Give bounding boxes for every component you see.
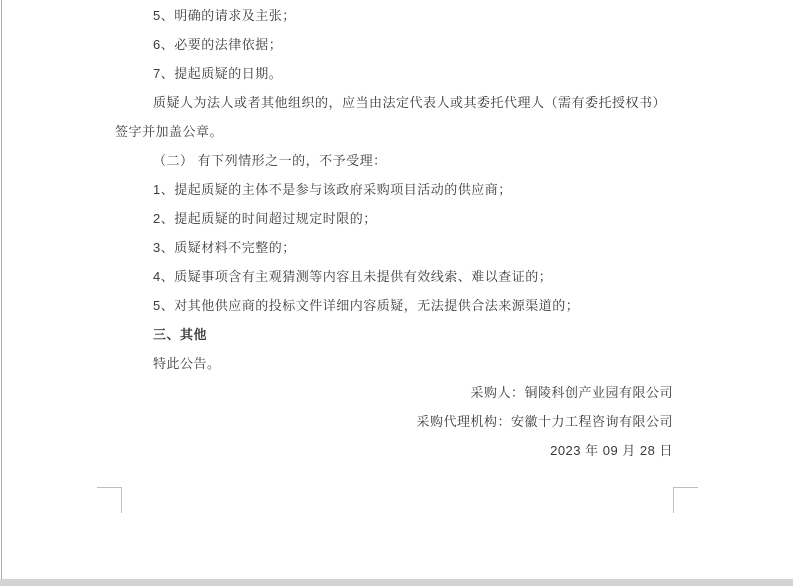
list-item-5: 5、明确的请求及主张； [153, 8, 296, 23]
date-line: 2023 年 09 月 28 日 [550, 443, 673, 458]
document-body [115, 1, 673, 465]
page-bottom-edge [0, 579, 793, 586]
reject-item-3: 3、质疑材料不完整的； [153, 240, 296, 255]
page-left-edge [1, 0, 2, 586]
list-item-6: 6、必要的法律依据； [153, 37, 283, 52]
paragraph-legal-entity-continuation: 签字并加盖公章。 [115, 124, 224, 139]
list-item-7: 7、提起质疑的日期。 [153, 66, 283, 81]
paragraph-legal-entity: 质疑人为法人或者其他组织的，应当由法定代表人或其委托代理人（需有委托授权书） [153, 95, 667, 110]
closing-line: 特此公告。 [153, 356, 221, 371]
reject-item-5: 5、对其他供应商的投标文件详细内容质疑，无法提供合法来源渠道的； [153, 298, 580, 313]
reject-item-1: 1、提起质疑的主体不是参与该政府采购项目活动的供应商； [153, 182, 512, 197]
purchaser-signature-line: 采购人：铜陵科创产业园有限公司 [470, 385, 673, 400]
section-3-heading: 三、其他 [153, 327, 208, 342]
text-boundary-crop-mark-right [673, 487, 698, 513]
agency-signature-line: 采购代理机构：安徽十力工程咨询有限公司 [416, 414, 673, 429]
reject-item-4: 4、质疑事项含有主观猜测等内容且未提供有效线索、难以查证的； [153, 269, 553, 284]
reject-item-2: 2、提起质疑的时间超过规定时限的； [153, 211, 377, 226]
text-boundary-crop-mark-left [97, 487, 122, 513]
subsection-2-heading: （二） 有下列情形之一的，不予受理： [153, 153, 387, 168]
